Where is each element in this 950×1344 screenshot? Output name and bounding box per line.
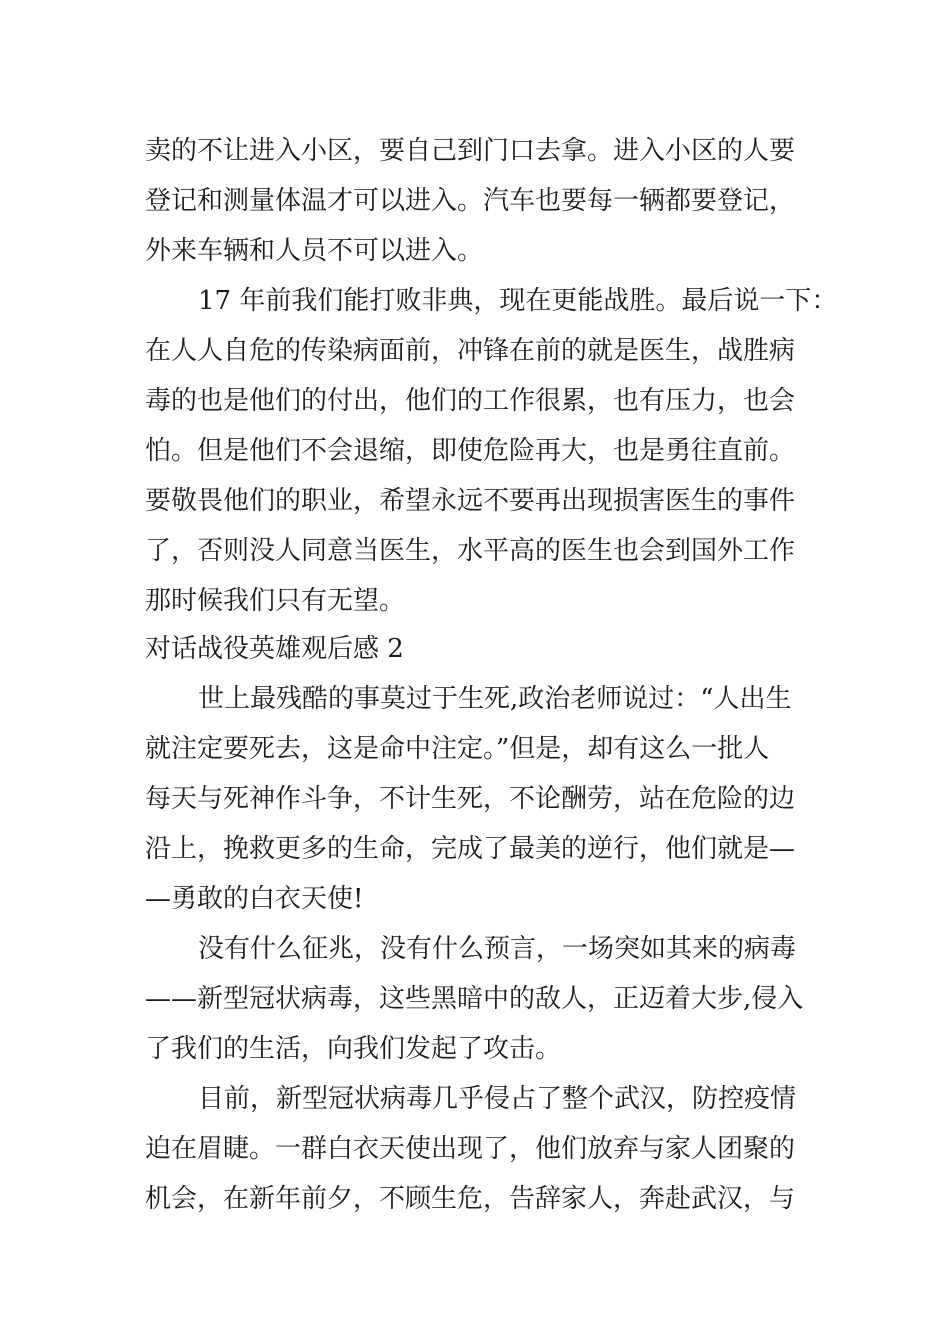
- text-line: 沿上，挽救更多的生命，完成了最美的逆行，他们就是—: [145, 834, 796, 864]
- text-line: 怕。但是他们不会退缩，即使危险再大，也是勇往直前。: [145, 436, 796, 466]
- text-line: 了我们的生活，向我们发起了攻击。: [145, 1034, 562, 1064]
- text-line: 迫在眉睫。一群白衣天使出现了，他们放弃与家人团聚的: [145, 1134, 796, 1164]
- text-line: 那时候我们只有无望。: [145, 586, 406, 616]
- text-line: 了，否则没人同意当医生，水平高的医生也会到国外工作: [145, 536, 796, 566]
- paragraph-first-line: 目前，新型冠状病毒几乎侵占了整个武汉，防控疫情: [198, 1084, 797, 1114]
- text-line: 要敬畏他们的职业，希望永远不要再出现损害医生的事件: [145, 486, 796, 516]
- paragraph-first-line: 17 年前我们能打败非典，现在更能战胜。最后说一下：: [198, 286, 838, 316]
- text-line: 每天与死神作斗争，不计生死，不论酬劳，站在危险的边: [145, 784, 796, 814]
- text-line: —勇敢的白衣天使!: [145, 884, 364, 914]
- section-heading: 对话战役英雄观后感 2: [145, 634, 404, 664]
- paragraph-first-line: 没有什么征兆，没有什么预言，一场突如其来的病毒: [198, 934, 797, 964]
- text-line: 登记和测量体温才可以进入。汽车也要每一辆都要登记，: [145, 186, 796, 216]
- text-line: 毒的也是他们的付出，他们的工作很累，也有压力，也会: [145, 386, 796, 416]
- text-line: 卖的不让进入小区，要自己到门口去拿。进入小区的人要: [145, 136, 796, 166]
- text-line: 在人人自危的传染病面前，冲锋在前的就是医生，战胜病: [145, 336, 796, 366]
- text-line: 外来车辆和人员不可以进入。: [145, 236, 484, 266]
- text-line: ——新型冠状病毒，这些黑暗中的敌人，正迈着大步,侵入: [145, 984, 804, 1014]
- paragraph-first-line: 世上最残酷的事莫过于生死,政治老师说过：“人出生: [198, 684, 792, 714]
- text-line: 就注定要死去，这是命中注定。”但是，却有这么一批人: [145, 734, 770, 764]
- text-line: 机会，在新年前夕，不顾生危，告辞家人，奔赴武汉，与: [145, 1184, 796, 1214]
